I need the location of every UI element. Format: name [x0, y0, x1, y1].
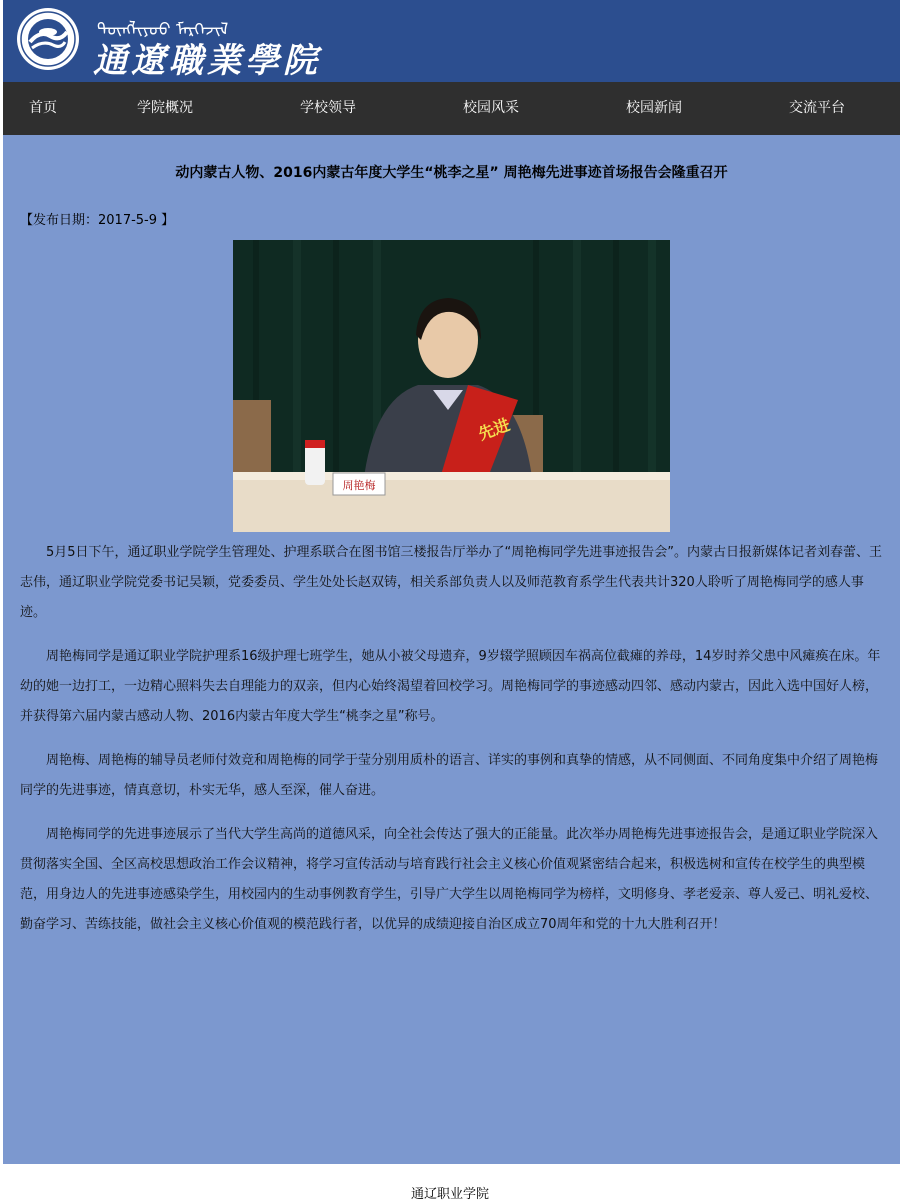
content-area — [3, 135, 900, 1164]
article-paragraph: 周艳梅、周艳梅的辅导员老师付效竞和周艳梅的同学于莹分别用质朴的语言、详实的事例和真挚的情感，从不同侧面、不同角度集中介绍了周艳梅同学的先进事迹，情真意切，朴实无华，感人至深，催人奋进。 — [20, 753, 879, 798]
article-photo — [233, 240, 670, 532]
site-footer: 通辽职业学院 — [410, 1187, 489, 1202]
main-nav — [3, 82, 900, 135]
article-title: 动内蒙古人物、2016内蒙古年度大学生“桃李之星” 周艳梅先进事迹首场报告会隆重召开 — [175, 165, 728, 181]
nav-item-overview[interactable]: 学院概况 — [137, 100, 193, 116]
nav-item-home[interactable]: 首页 — [29, 100, 57, 116]
article-paragraph: 周艳梅同学是通辽职业学院护理系16级护理七班学生，她从小被父母遗弃，9岁辍学照顾因车祸高位截瘫的养母，14岁时养父患中风瘫痪在床。年幼的她一边打工，一边精心照料失去自理能力的双亲，但内心始终渴望着回校学习。周艳梅同学的事迹感动四邻、感动内蒙古，因此入选中国好人榜，并获得第六届内蒙古感动人物、2016内蒙古年度大学生“桃李之星”称号。 — [20, 649, 881, 724]
photo-nameplate-text: 周艳梅 — [342, 479, 376, 492]
photo-illustration — [233, 240, 670, 532]
logo-mongolian-text: ᠲᠦᠩᠯᠢᠶᠣᠣ ᠮᠡᠷᠭᠡᠵᠢᠯ — [97, 20, 229, 40]
photo-sash-text: 先进 — [475, 414, 513, 444]
nav-item-leadership[interactable]: 学校领导 — [300, 100, 356, 116]
college-emblem-icon[interactable] — [15, 6, 81, 72]
publish-date: 【发布日期：2017-5-9 】 — [20, 213, 175, 228]
site-header — [3, 0, 900, 82]
article-paragraph: 周艳梅同学的先进事迹展示了当代大学生高尚的道德风采，向全社会传达了强大的正能量。此次举办周艳梅先进事迹报告会，是通辽职业学院深入贯彻落实全国、全区高校思想政治工作会议精神，将学习宣传活动与培育践行社会主义核心价值观紧密结合起来，积极选树和宣传在校学生的典型模范，用身边人的先进事迹感染学生，用校园内的生动事例教育学生，引导广大学生以周艳梅同学为榜样，文明修身、孝老爱亲、尊人爱己、明礼爱校、勤奋学习、苦练技能，做社会主义核心价值观的模范践行者，以优异的成绩迎接自治区成立70周年和党的十九大胜利召开！ — [20, 827, 879, 932]
article-body — [20, 538, 882, 940]
logo-chinese-text: 通遼職業學院 — [93, 41, 321, 81]
nav-item-campus-news[interactable]: 校园新闻 — [626, 100, 682, 116]
nav-item-campus-style[interactable]: 校园风采 — [463, 100, 519, 116]
article-paragraph: 5月5日下午，通辽职业学院学生管理处、护理系联合在图书馆三楼报告厅举办了“周艳梅同学先进事迹报告会”。内蒙古日报新媒体记者刘春蕾、王志伟，通辽职业学院党委书记吴颖，党委委员、学生处处长赵双铸，相关系部负责人以及师范教育系学生代表共计320人聆听了周艳梅同学的感人事迹。 — [20, 545, 883, 620]
nav-item-exchange[interactable]: 交流平台 — [789, 100, 845, 116]
